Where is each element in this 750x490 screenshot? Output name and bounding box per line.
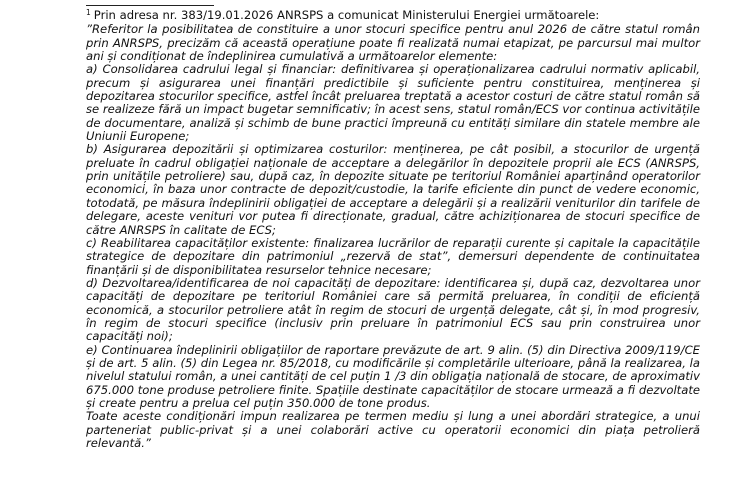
footnote-heading: Prin adresa nr. 383/19.01.2026 ANRSPS a comunicat Ministerului Energiei următoarele:	[93, 8, 600, 22]
condition-item-d: d) Dezvoltarea/identificarea de noi capacități de depozitare: identificarea și, după caz, dezvoltarea unor capacități de depozitare pe teritoriul României care să permită preluarea, în condiții de eficiență economică, a stocurilor petroliere atât în regim de stocuri de urgență delegate, cât și, în mod progresiv, în regim de stocuri specifice (inclusiv prin preluare în patrimoniul ECS sau prin construirea unor capacități noi);	[86, 275, 700, 344]
footnote-heading-line	[86, 9, 700, 23]
condition-item-e: e) Continuarea îndeplinirii obligațiilor de raportare prevăzute de art. 9 alin. (5) din Directiva 2009/119/CE și de art. 5 alin. (5) din Legea nr. 85/2018, cu modificările și completările ulterioare, până la realizarea, la nivelul statului român, a unei cantități de cel puțin 1 /3 din obligația națională de stocare, de aproximativ 675.000 tone produse petroliere finite. Spațiile destinate capacităților de stocare urmează a fi dezvoltate și create pentru a prelua cel puțin 350.000 de tone produs.	[86, 342, 700, 410]
condition-item-c: c) Reabilitarea capacităților existente: finalizarea lucrărilor de reparații curente și capitale la capacitățile strategice de depozitare din patrimoniul „rezervă de stat”, demersuri dependente de continuitatea finanțării și de disponibilitatea resurselor tehnice necesare;	[86, 235, 700, 277]
quote-intro: ”Referitor la posibilitatea de constituire a unor stocuri specifice pentru anul 2026 de către statul român prin ANRSPS, precizăm că această operațiune poate fi realizată numai etapizat, pe parcursul mai multor ani și condiționat de îndeplinirea cumulativă a următoarelor elemente:	[86, 22, 700, 64]
footnote-quote	[86, 23, 700, 450]
footnote	[86, 9, 700, 450]
condition-item-b: b) Asigurarea depozitării și optimizarea costurilor: menținerea, pe cât posibil, a stocurilor de urgență preluate în cadrul obligației naționale de acceptare a delegărilor în depozitele proprii ale ECS (ANRSPS, prin unitățile petroliere) sau, după caz, în depozite situate pe teritoriul României aparținând operatorilor economici, în baza unor contracte de depozit/custodie, la tarife eficiente din punct de vedere economic, totodată, pe măsura îndeplinirii obligației de acceptare a delegării și a realizării veniturilor din tarifele de delegare, aceste venituri vor putea fi direcționate, gradual, către achiziționarea de stocuri specifice de către ANRSPS în calitate de ECS;	[86, 142, 700, 237]
quote-closing: Toate aceste condiționări impun realizarea pe termen mediu și lung a unei abordări strategice, a unui parteneriat public-privat și a unei colaborări active cu operatorii economici din piața petrolieră relevantă.”	[86, 409, 700, 450]
footnote-separator-rule	[86, 5, 214, 6]
footnote-number: 1	[86, 8, 91, 17]
condition-item-a: a) Consolidarea cadrului legal și financiar: definitivarea și operaționalizarea cadrului normativ aplicabil, precum și asigurarea unei finanțări predictibile și suficiente pentru constituirea, menținerea și depozitarea stocurilor specifice, astfel încât preluarea treptată a acestor costuri de către statul român să se realizeze fără un impact bugetar semnificativ; în acest sens, statul român/ECS vor continua activitățile de documentare, analiză și schimb de bune practici împreună cu entități similare din statele membre ale Uniunii Europene;	[86, 62, 700, 144]
